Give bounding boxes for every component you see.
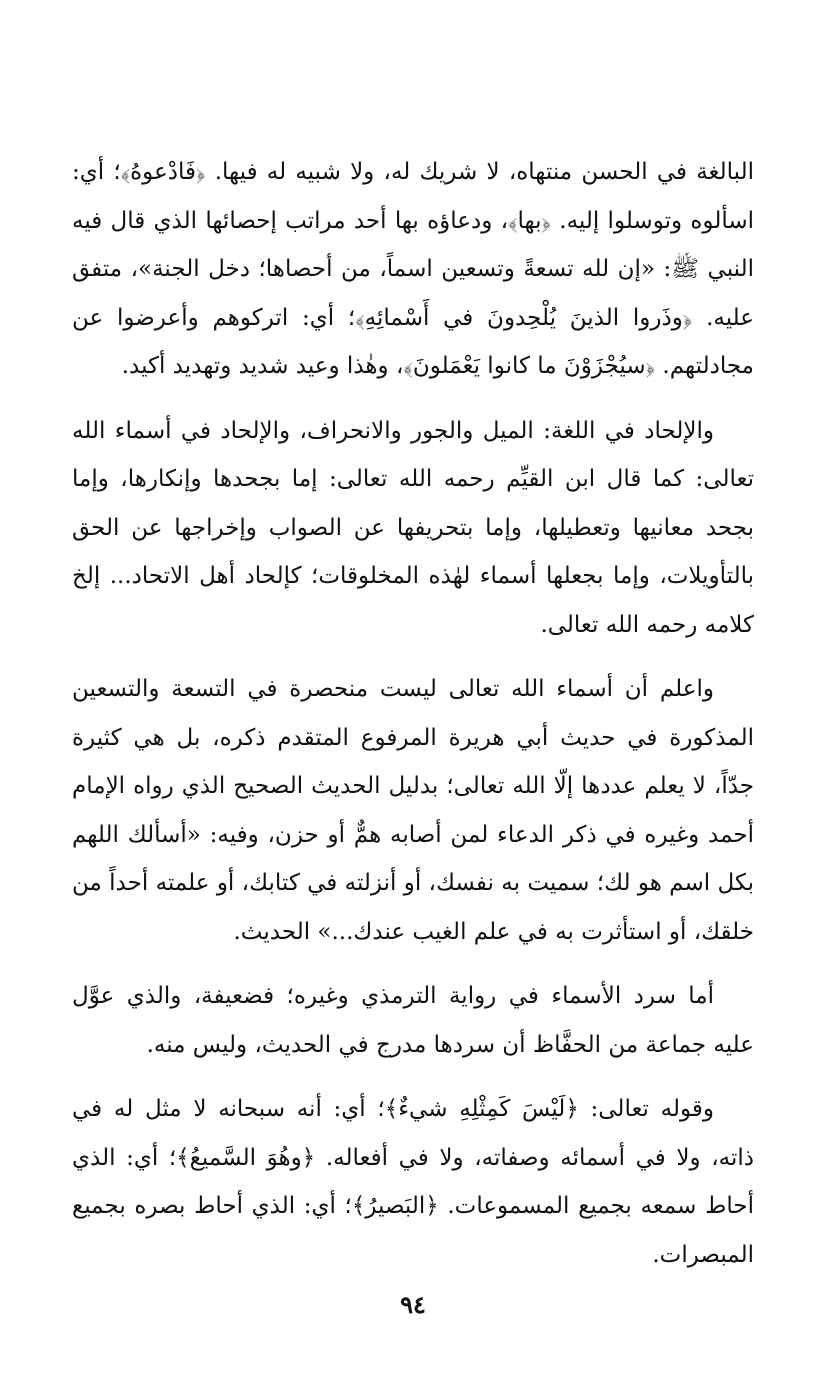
page-number: ٩٤: [400, 1290, 426, 1319]
paragraph-tirmidhi-narration: أما سرد الأسماء في رواية الترمذي وغيره؛ فضعيفة، والذي عوَّل عليه جماعة من الحفَّاظ أن سردها مدرج في الحديث، وليس منه.: [72, 983, 754, 1058]
paragraph-ilhad-definition: والإلحاد في اللغة: الميل والجور والانحراف، والإلحاد في أسماء الله تعالى: كما قال ابن القيِّم رحمه الله تعالى: إما بجحدها وإنكارها، وإما بجحد معانيها وتعطيلها، وإما بتحريفها عن الصواب وإخراجها عن الحق بالتأويلات، وإما بجعلها أسماء لهٰذه المخلوقات؛ كإلحاد أهل الاتحاد... إلخ كلامه رحمه الله تعالى.: [72, 417, 754, 638]
paragraph-continuation: البالغة في الحسن منتهاه، لا شريك له، ولا شبيه له فيها. ﴿فَادْعوهُ﴾؛ أي: اسألوه وتوسلوا إليه. ﴿بها﴾، ودعاؤه بها أحد مراتب إحصائها الذي قال فيه النبي ﷺ: «إن لله تسعةً وتسعين اسماً، من أحصاها؛ دخل الجنة»، متفق عليه. ﴿وذَروا الذينَ يُلْحِدونَ في أَسْمائِهِ﴾؛ أي: اتركوهم وأعرضوا عن مجادلتهم. ﴿سيُجْزَوْنَ ما كانوا يَعْمَلونَ﴾، وهٰذا وعيد شديد وتهديد أكيد.: [72, 159, 754, 379]
paragraph-names-not-limited: واعلم أن أسماء الله تعالى ليست منحصرة في التسعة والتسعين المذكورة في حديث أبي هريرة المرفوع المتقدم ذكره، بل هي كثيرة جدّاً، لا يعلم عددها إلّا الله تعالى؛ بدليل الحديث الصحيح الذي رواه الإمام أحمد وغيره في ذكر الدعاء لمن أصابه همٌّ أو حزن، وفيه: «أسألك اللهم بكل اسم هو لك؛ سميت به نفسك، أو أنزلته في كتابك، أو علمته أحداً من خلقك، أو استأثرت به في علم الغيب عندك...» الحديث.: [72, 676, 754, 945]
paragraph-laysa-kamithlihi: وقوله تعالى: ﴿لَيْسَ كَمِثْلِهِ شيءٌ﴾؛ أي: أنه سبحانه لا مثل له في ذاته، ولا في أسمائه وصفاته، ولا في أفعاله. ﴿وهُوَ السَّميعُ﴾؛ أي: الذي أحاط سمعه بجميع المسموعات. ﴿البَصيرُ﴾؛ أي: الذي أحاط بصره بجميع المبصرات.: [72, 1096, 754, 1268]
